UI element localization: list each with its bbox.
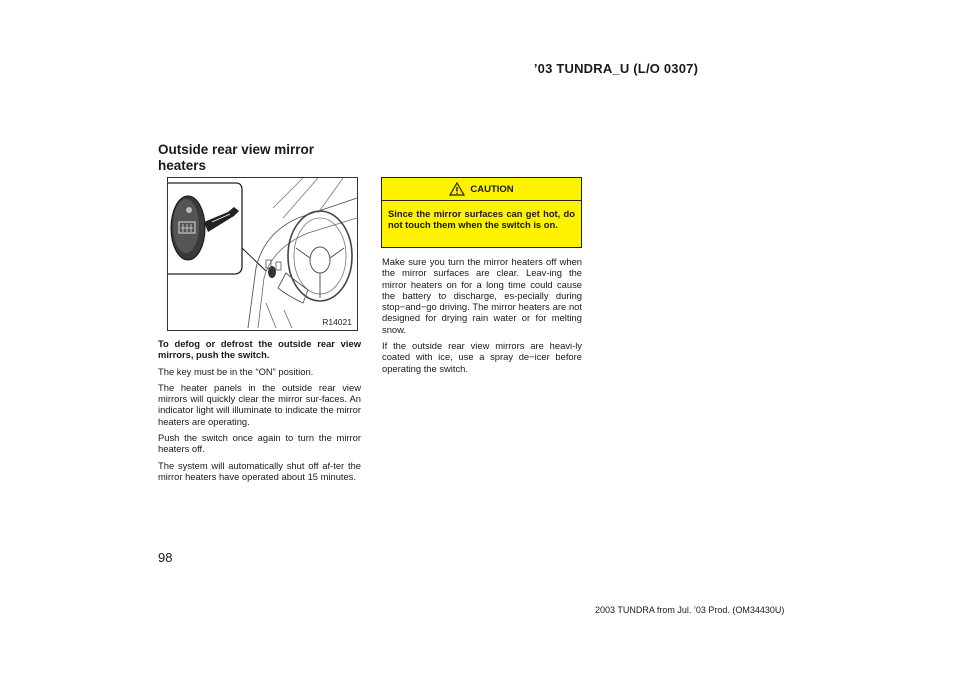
body-paragraph: The heater panels in the outside rear view mirrors will quickly clear the mirror sur-faces. An indicator light will illuminate to indicate the mirror heaters are operating. — [158, 381, 361, 427]
page-number: 98 — [158, 550, 173, 565]
left-column — [158, 338, 361, 487]
body-paragraph: Push the switch once again to turn the mirror heaters off. — [158, 432, 361, 455]
warning-triangle-icon — [449, 182, 465, 196]
body-paragraph: Make sure you turn the mirror heaters off when the mirror surfaces are clear. Leav-ing the mirror heaters on for a long time could cause the battery to discharge, es-pecially during stop−and−go driving. The mirror heaters are not designed for drying rain water or for melting snow. — [382, 256, 582, 335]
body-paragraph: The system will automatically shut off af-ter the mirror heaters have operated about 15 minutes. — [158, 459, 361, 482]
caution-text: Since the mirror surfaces can get hot, do not touch them when the switch is on. — [382, 201, 581, 247]
body-paragraph: The key must be in the “ON” position. — [158, 365, 314, 377]
caution-header — [382, 178, 581, 201]
figure-mirror-heater-switch — [167, 177, 358, 331]
footer-text: 2003 TUNDRA from Jul. ’03 Prod. (OM34430U) — [595, 605, 785, 615]
instruction-paragraph: To defog or defrost the outside rear view mirrors, push the switch. — [158, 338, 361, 361]
caution-box — [381, 177, 582, 248]
right-column — [382, 256, 582, 379]
section-title: Outside rear view mirror heaters — [158, 142, 315, 173]
figure-code: R14021 — [322, 317, 352, 327]
header-title: ’03 TUNDRA_U (L/O 0307) — [533, 61, 699, 76]
caution-title: CAUTION — [470, 183, 514, 195]
body-paragraph: If the outside rear view mirrors are heavi-ly coated with ice, use a spray de−icer before operating the switch. — [382, 340, 582, 374]
mirror-heater-switch-illustration — [168, 178, 357, 330]
